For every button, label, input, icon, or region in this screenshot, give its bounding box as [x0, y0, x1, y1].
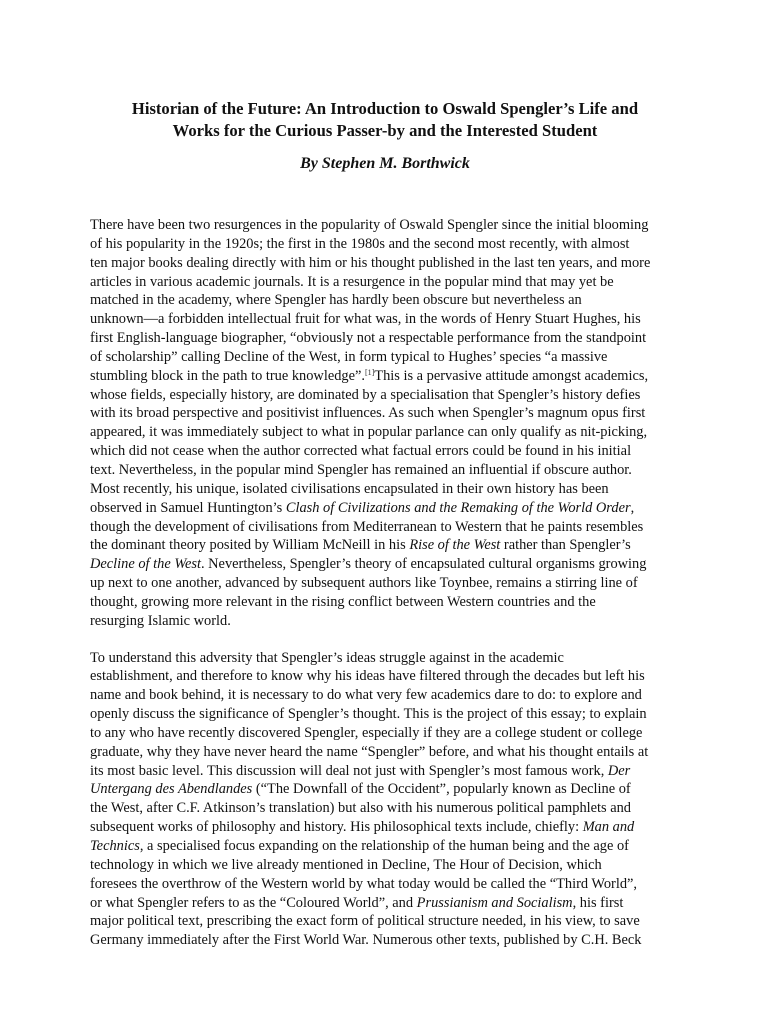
title-line: Historian of the Future: An Introduction to Oswald Spengler’s Life and	[131, 99, 639, 118]
text-line: first English-language biographer, “obviously not a respectable performance from the standpoint	[90, 330, 647, 347]
text-line: text. Nevertheless, in the popular mind Spengler has remained an influential if obscure author.	[90, 461, 632, 478]
text-line: establishment, and therefore to know why his ideas have filtered through the decades but left his	[90, 668, 645, 685]
text-fragment: subsequent works of philosophy and history. His philosophical texts include, chiefly:	[90, 819, 583, 836]
text-line: unknown—a forbidden intellectual fruit for what was, in the words of Henry Stuart Hughes, his	[90, 311, 641, 328]
text-line: whose fields, especially history, are dominated by a specialisation that Spengler’s history defies	[90, 386, 641, 403]
text-line: of his popularity in the 1920s; the first in the 1980s and the second most recently, with almost	[90, 235, 630, 252]
text-line: matched in the academy, where Spengler has hardly been obscure but nevertheless an	[90, 292, 582, 309]
book-title-italic: Untergang des Abendlandes	[90, 781, 253, 798]
text-fragment: ,	[630, 499, 635, 516]
text-fragment: the dominant theory posited by William McNeill in his	[90, 537, 410, 554]
text-line: articles in various academic journals. It is a resurgence in the popular mind that may yet be	[90, 273, 614, 290]
text-line: resurging Islamic world.	[90, 612, 231, 629]
text-fragment: its most basic level. This discussion will deal not just with Spengler’s most famous work,	[90, 762, 608, 779]
book-title-italic: Rise of the West	[409, 537, 501, 554]
document-title	[90, 98, 680, 142]
text-fragment: rather than Spengler’s	[500, 537, 631, 554]
text-line: To understand this adversity that Spengler’s ideas struggle against in the academic	[90, 649, 564, 666]
book-title-italic: Decline of the West	[90, 556, 201, 573]
text-line: to any who have recently discovered Spengler, especially if they are a college student or college	[90, 724, 643, 741]
text-fragment: or what Spengler refers to as the “Coloured World”, and	[90, 894, 417, 911]
text-line: There have been two resurgences in the popularity of Oswald Spengler since the initial blooming	[90, 217, 649, 233]
text-line: the West, after C.F. Atkinson’s translation) but also with his numerous political pamphlets and	[90, 800, 632, 817]
text-fragment: , a specialised focus expanding on the relationship of the human being and the age of	[139, 838, 629, 854]
book-title-italic: Der	[607, 762, 631, 779]
title-line: Works for the Curious Passer-by and the Interested Student	[172, 121, 598, 140]
text-line: which did not cease when the author corrected what factual errors could be found in his initial	[90, 443, 632, 460]
text-line: Germany immediately after the First World War. Numerous other texts, published by C.H. Beck	[90, 932, 642, 949]
text-line: major political text, prescribing the exact form of political structure needed, in his view, to save	[90, 913, 640, 930]
text-line: openly discuss the significance of Spengler’s thought. This is the project of this essay; to explain	[90, 706, 647, 723]
text-line: up next to one another, advanced by subsequent authors like Toynbee, remains a stirring line of	[90, 575, 638, 592]
text-line	[90, 367, 680, 386]
text-fragment: stumbling block in the path to true knowledge”.	[90, 367, 365, 384]
footnote-link[interactable]: [1]	[364, 367, 375, 377]
document-page	[90, 98, 680, 950]
text-line: appeared, it was immediately subject to what in popular parlance can only qualify as nit-picking,	[90, 424, 648, 441]
author-byline: By Stephen M. Borthwick	[300, 155, 470, 172]
paragraph-2	[90, 649, 680, 951]
text-line: of scholarship” calling Decline of the West, in form typical to Hughes’ species “a massive	[90, 348, 608, 365]
book-title-italic: Man and	[582, 819, 635, 836]
text-fragment: , his first	[572, 894, 624, 911]
text-line: technology in which we live already mentioned in Decline, The Hour of Decision, which	[90, 856, 602, 873]
text-line: graduate, why they have never heard the name “Spengler” before, and what his thought entails at	[90, 743, 649, 760]
text-line: thought, growing more relevant in the rising conflict between Western countries and the	[90, 593, 596, 610]
text-line: Most recently, his unique, isolated civilisations encapsulated in their own history has been	[90, 480, 609, 497]
text-line: though the development of civilisations from Mediterranean to Western that he paints resembles	[90, 518, 644, 535]
text-line: with its broad perspective and positivist influences. As such when Spengler’s magnum opus first	[90, 405, 646, 422]
text-line	[90, 762, 680, 781]
text-line	[90, 818, 680, 837]
text-fragment: . Nevertheless, Spengler’s theory of encapsulated cultural organisms growing	[200, 556, 647, 573]
text-line	[90, 536, 680, 555]
book-title-italic: Prussianism and Socialism	[416, 894, 573, 911]
text-fragment: observed in Samuel Huntington’s	[90, 499, 286, 516]
text-line: name and book behind, it is necessary to do what very few academics dare to do: to explore and	[90, 687, 642, 704]
text-fragment: (“The Downfall of the Occident”, popularly known as Decline of	[252, 781, 631, 798]
text-line: ten major books dealing directly with him or his thought published in the last ten years, and more	[90, 254, 651, 271]
book-title-italic: Clash of Civilizations and the Remaking of the World Order	[285, 499, 631, 516]
book-title-italic: Technics	[90, 838, 140, 854]
text-line	[90, 780, 680, 799]
text-line	[90, 837, 680, 856]
text-line: foresees the overthrow of the Western world by what today would be called the “Third World”,	[90, 875, 638, 892]
text-line	[90, 555, 680, 574]
text-fragment: This is a pervasive attitude amongst academics,	[374, 367, 649, 384]
paragraph-1	[90, 216, 680, 631]
text-line	[90, 499, 680, 518]
text-line	[90, 894, 680, 913]
